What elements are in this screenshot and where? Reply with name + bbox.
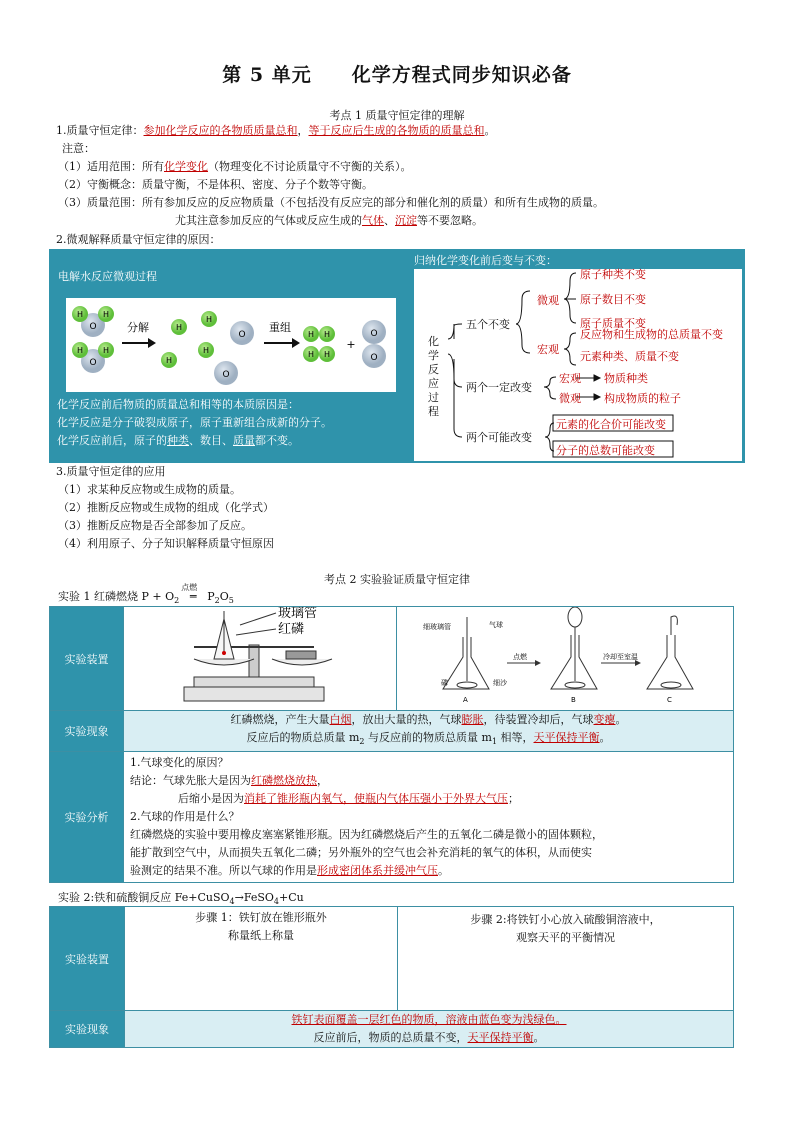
tree-lines (414, 269, 742, 461)
svg-text:H: H (102, 310, 110, 319)
water-molecule (72, 306, 114, 337)
note-3: （3）质量范围：所有参加反应的反应物质量（不包括没有反应完的部分和催化剂的质量）和所有生成物的质量。 (58, 196, 604, 209)
svg-text:A: A (463, 696, 468, 704)
micro-explanation: 化学反应前后物质的质量总和相等的本质原因是： 化学反应是分子破裂成原子，原子重新组合成新的分子。 化学反应前后，原子的种类、数目、质量都不变。 (57, 398, 332, 447)
analysis-1: 1.气球变化的原因？ 结论：气球先胀大是因为红磷燃烧放热， 后缩小是因为消耗了锥形瓶内氧气，使瓶内气体压强小于外界大气压； 2.气球的作用是什么？ 红磷燃烧的实验中要用橡皮塞塞紧锥形瓶。因为红磷燃烧后产生的五氧化二磷是微小的固体颗粒， 能扩散到空气中，从而损失五氧化二磷；另外瓶外的空气也会补充消耗的氧气的体积，从而使实 验测定的结果不准。所以气球的作用是形成密闭体系并缓冲气压。 (124, 752, 734, 883)
svg-text:C: C (667, 696, 672, 704)
micro-left-heading: 电解水反应微观过程 (58, 270, 157, 283)
micro-left (54, 269, 409, 455)
tree-g1b: 物质种类 (604, 372, 648, 385)
svg-text:O: O (222, 370, 230, 380)
note-1: （1）适用范围：所有化学变化（物理变化不讨论质量守不守衡的关系）。 (58, 160, 412, 173)
row-analysis-label: 实验分析 (50, 752, 124, 883)
note-label: 注意： (62, 142, 95, 155)
svg-text:细沙: 细沙 (493, 679, 507, 687)
tree-w3: 原子质量不变 (580, 317, 646, 330)
svg-text:O: O (238, 330, 246, 340)
flask-sequence-image (397, 607, 734, 711)
svg-text:H: H (202, 346, 210, 355)
svg-text:H: H (76, 310, 84, 319)
hydrogen-molecules (303, 326, 335, 362)
plus-sign: + (346, 338, 356, 351)
svg-text:H: H (307, 330, 315, 339)
svg-text:玻璃管: 玻璃管 (278, 607, 318, 621)
svg-text:冷却至室温: 冷却至室温 (603, 653, 638, 661)
balance-image (124, 607, 397, 711)
oxygen-molecule (362, 320, 386, 368)
tree-five-unchanged: 五个不变 (466, 318, 510, 331)
svg-text:H: H (175, 323, 183, 332)
flask-svg (397, 607, 733, 707)
experiment-1-title: 实验 1 红磷燃烧 $P + O_2$ 点燃 ═ $P_2O_5$ (58, 583, 234, 606)
svg-text:H: H (323, 350, 331, 359)
svg-text:H: H (323, 330, 331, 339)
section-heading-1: 考点 1 质量守恒定律的理解 (329, 109, 465, 122)
water-molecule (72, 342, 114, 373)
svg-text:O: O (370, 329, 378, 339)
phenomenon-1: 红磷燃烧，产生大量白烟，放出大量的热，气球膨胀，待装置冷却后，气球变瘪。 反应后的物质总质量 $m_2$ 与反应前的物质总质量 $m_1$ 相等，天平保持平衡。 (124, 711, 734, 752)
svg-text:气球: 气球 (489, 621, 503, 629)
svg-text:H: H (307, 350, 315, 359)
experiment-2-table (49, 906, 734, 1048)
tree-two-changed: 两个一定改变 (466, 381, 532, 394)
svg-text:O: O (370, 353, 378, 363)
application-3: （3）推断反应物是否全部参加了反应。 (58, 519, 252, 532)
tree-micro: 微观 (537, 294, 559, 307)
tree-h2: 元素种类、质量不变 (580, 350, 679, 363)
balance-svg (124, 607, 396, 707)
step-2: 步骤 2:将铁钉小心放入硫酸铜溶液中， 观察天平的平衡情况 (398, 907, 734, 1011)
page-title: 第 5 单元 化学方程式同步知识必备 (222, 64, 572, 86)
application-1: （1）求某种反应物或生成物的质量。 (58, 483, 241, 496)
application-4: （4）利用原子、分子知识解释质量守恒原因 (58, 537, 274, 550)
decompose-label: 分解 (127, 321, 149, 334)
note-2: （2）守衡概念：质量守衡，不是体积、密度、分子个数等守衡。 (58, 178, 373, 191)
svg-text:H: H (76, 346, 84, 355)
svg-text:O: O (89, 322, 97, 332)
svg-text:H: H (102, 346, 110, 355)
tree-w1: 原子种类不变 (580, 268, 646, 281)
experiment-1-table (49, 606, 734, 883)
law-definition: 1.质量守恒定律：参加化学反应的各物质质量总和，等于反应后生成的各物质的质量总和。 (56, 124, 496, 137)
free-atoms (161, 311, 254, 385)
tree-h1: 反应物和生成物的总质量不变 (580, 328, 723, 341)
note-4: 尤其注意参加反应的气体或反应生成的气体、沉淀等不要忽略。 (175, 214, 483, 227)
tree-root: 化学反应过程 (428, 335, 439, 418)
tree-k1: 元素的化合价可能改变 (556, 418, 666, 431)
row-phenomenon-label-2: 实验现象 (50, 1011, 125, 1048)
section-heading-2: 考点 2 实验验证质量守恒定律 (324, 573, 470, 586)
application-2: （2）推断反应物或生成物的组成（化学式） (58, 501, 274, 514)
svg-text:H: H (165, 356, 173, 365)
tree-g2b: 构成物质的粒子 (604, 392, 681, 405)
tree-k2: 分子的总数可能改变 (556, 444, 655, 457)
svg-text:磷: 磷 (441, 679, 448, 687)
svg-text:O: O (89, 358, 97, 368)
row-apparatus-label-2: 实验装置 (50, 907, 125, 1011)
experiment-2-title: 实验 2:铁和硫酸铜反应 Fe+CuSO$_4$→FeSO$_4$+Cu (58, 891, 304, 907)
svg-text:B: B (571, 696, 576, 704)
phenomenon-2: 铁钉表面覆盖一层红色的物质，溶液由蓝色变为浅绿色。 反应前后，物质的总质量不变，天平保持平衡。 (125, 1011, 734, 1048)
electrolysis-svg (66, 298, 396, 392)
tree-macro: 宏观 (537, 343, 559, 356)
application-heading: 3.质量守恒定律的应用 (56, 465, 166, 478)
tree-g1a: 宏观 (559, 372, 581, 385)
row-apparatus-label: 实验装置 (50, 607, 124, 711)
recombine-label: 重组 (269, 321, 291, 334)
electrolysis-diagram (66, 298, 396, 392)
step-1: 步骤 1：铁钉放在锥形瓶外 称量纸上称量 (125, 907, 398, 1011)
svg-text:点燃: 点燃 (513, 653, 527, 661)
tree-two-possible: 两个可能改变 (466, 431, 532, 444)
tree-w2: 原子数目不变 (580, 293, 646, 306)
change-tree (414, 269, 742, 461)
tree-heading: 归纳化学变化前后变与不变： (414, 254, 557, 267)
svg-text:细玻璃管: 细玻璃管 (423, 623, 451, 631)
svg-text:H: H (205, 315, 213, 324)
row-phenomenon-label: 实验现象 (50, 711, 124, 752)
svg-text:红磷: 红磷 (278, 622, 305, 637)
tree-g2a: 微观 (559, 392, 581, 405)
micro-heading: 2.微观解释质量守恒定律的原因： (56, 233, 221, 246)
